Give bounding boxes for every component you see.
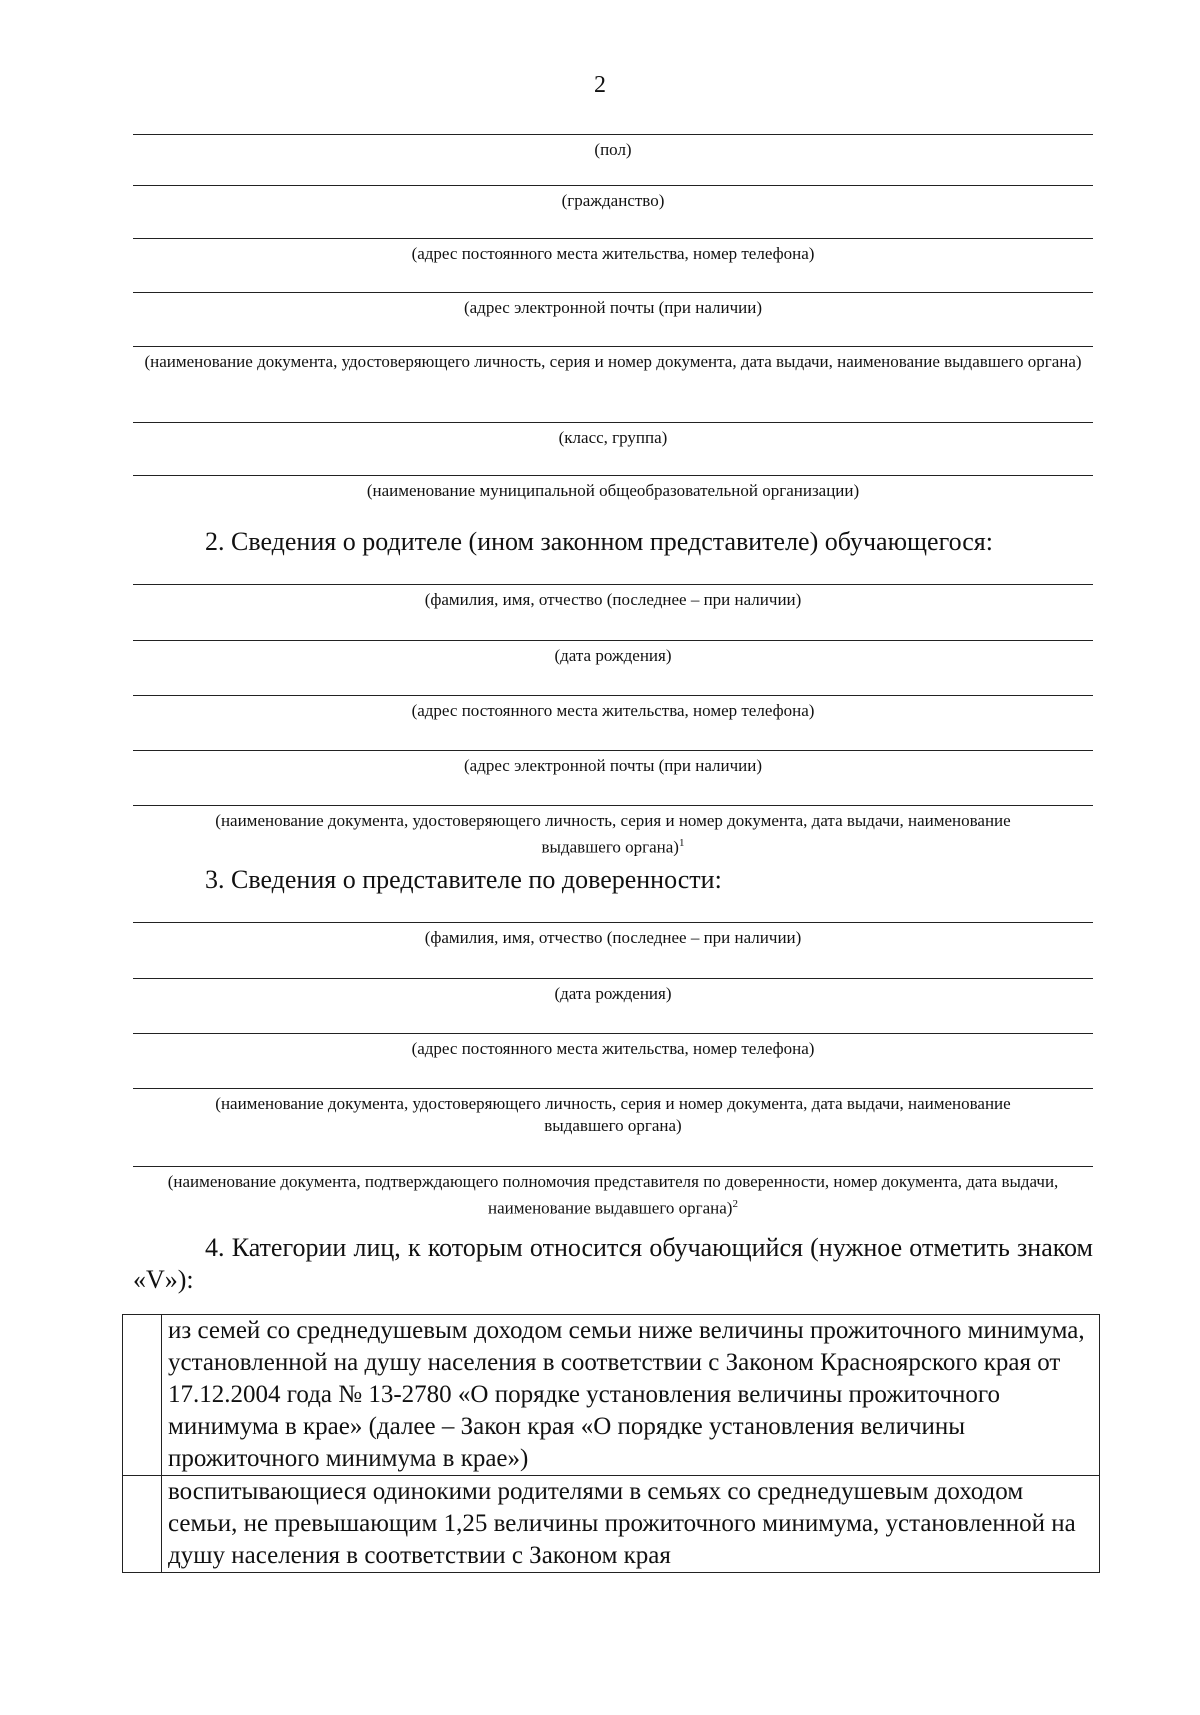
footnote-mark: 2 — [732, 1198, 738, 1210]
field-caption: (фамилия, имя, отчество (последнее – при наличии) — [424, 928, 802, 947]
fill-line — [133, 695, 1093, 696]
field-caption: (адрес постоянного места жительства, номер телефона) — [411, 1039, 815, 1058]
parent-address-field[interactable] — [133, 695, 1093, 722]
field-caption: (наименование муниципальной общеобразовательной организации) — [366, 481, 860, 500]
parent-birthdate-field[interactable] — [133, 640, 1093, 667]
category-row — [123, 1315, 1100, 1476]
field-caption: (адрес электронной почты (при наличии) — [463, 298, 763, 317]
section-4-heading: 4. Категории лиц, к которым относится обучающийся (нужное отметить знаком «V»): — [133, 1233, 1093, 1294]
fill-line — [133, 346, 1093, 347]
sex-field[interactable] — [133, 134, 1093, 161]
fill-line — [133, 805, 1093, 806]
category-checkbox[interactable] — [123, 1315, 162, 1476]
category-text: воспитывающиеся одинокими родителями в семьях со среднедушевым доходом семьи, не превышающим 1,25 величины прожиточного минимума, установленной на душу населения в соответствии с Законом края — [162, 1476, 1100, 1573]
field-caption: (класс, группа) — [558, 428, 668, 447]
proxy-fio-field[interactable] — [133, 922, 1093, 949]
class-group-field[interactable] — [133, 422, 1093, 449]
email-field[interactable] — [133, 292, 1093, 319]
categories-table — [122, 1314, 1100, 1573]
footnote-mark: 1 — [678, 837, 685, 849]
fill-line — [133, 185, 1093, 186]
section-2-heading: 2. Сведения о родителе (ином законном представителе) обучающегося: — [205, 527, 993, 556]
fill-line — [133, 750, 1093, 751]
fill-line — [133, 134, 1093, 135]
fill-line — [133, 1088, 1093, 1089]
fill-line — [133, 1033, 1093, 1034]
fill-line — [133, 1166, 1093, 1167]
category-text: из семей со среднедушевым доходом семьи ниже величины прожиточного минимума, установленной на душу населения в соответствии с Законом Красноярского края от 17.12.2004 года № 13-2780 «О порядке установления величины прожиточного минимума в крае» (далее – Закон края «О порядке установления величины прожиточного минимума в крае») — [162, 1315, 1100, 1476]
category-row — [123, 1476, 1100, 1573]
category-checkbox[interactable] — [123, 1476, 162, 1573]
field-caption: (дата рождения) — [554, 984, 672, 1003]
field-caption: (адрес электронной почты (при наличии) — [463, 756, 763, 775]
field-caption: (наименование документа, удостоверяющего личность, серия и номер документа, дата выдачи, наименование выдавшего органа) — [215, 1094, 1011, 1135]
proxy-birthdate-field[interactable] — [133, 978, 1093, 1005]
fill-line — [133, 422, 1093, 423]
fill-line — [133, 978, 1093, 979]
fill-line — [133, 584, 1093, 585]
address-phone-field[interactable] — [133, 238, 1093, 265]
field-caption: (адрес постоянного места жительства, номер телефона) — [411, 244, 815, 263]
field-caption — [133, 1171, 1093, 1220]
field-caption: (дата рождения) — [554, 646, 672, 665]
proxy-identity-document-field[interactable] — [133, 1088, 1093, 1137]
identity-document-field[interactable] — [133, 346, 1093, 373]
field-caption: (фамилия, имя, отчество (последнее – при наличии) — [424, 590, 802, 609]
section-3-heading: 3. Сведения о представителе по доверенности: — [205, 865, 722, 894]
citizenship-field[interactable] — [133, 185, 1093, 212]
page-number: 2 — [594, 72, 606, 98]
fill-line — [133, 238, 1093, 239]
parent-email-field[interactable] — [133, 750, 1093, 777]
field-caption: (наименование документа, удостоверяющего личность, серия и номер документа, дата выдачи, наименование выдавшего органа) — [144, 352, 1082, 371]
field-caption: (пол) — [594, 140, 632, 159]
school-name-field[interactable] — [133, 475, 1093, 502]
field-caption: (адрес постоянного места жительства, номер телефона) — [411, 701, 815, 720]
parent-fio-field[interactable] — [133, 584, 1093, 611]
fill-line — [133, 640, 1093, 641]
field-caption — [133, 810, 1093, 859]
proxy-address-field[interactable] — [133, 1033, 1093, 1060]
fill-line — [133, 475, 1093, 476]
caption-text: (наименование документа, удостоверяющего личность, серия и номер документа, дата выдачи, наименование выдавшего органа) — [215, 811, 1011, 857]
field-caption: (гражданство) — [561, 191, 665, 210]
parent-identity-document-field[interactable] — [133, 805, 1093, 859]
proxy-authority-document-field[interactable] — [133, 1166, 1093, 1220]
fill-line — [133, 922, 1093, 923]
fill-line — [133, 292, 1093, 293]
caption-text: (наименование документа, подтверждающего полномочия представителя по доверенности, номер документа, дата выдачи, наименование выдавшего органа) — [167, 1172, 1059, 1218]
